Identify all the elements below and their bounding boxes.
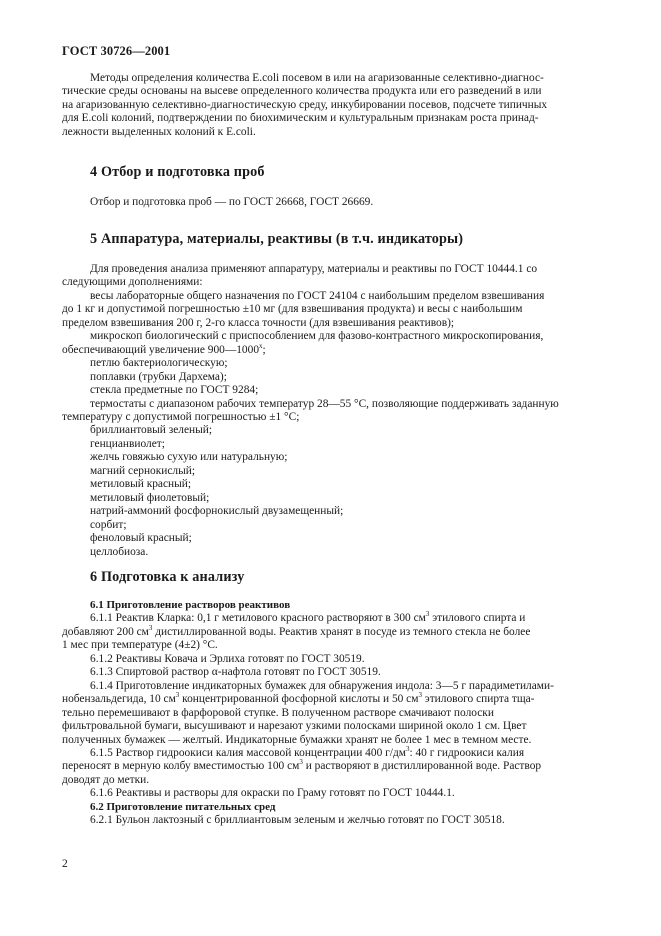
- subsection-6-2-heading: 6.2 Приготовление питательных сред: [90, 800, 276, 813]
- document-code-header: ГОСТ 30726—2001: [62, 44, 171, 58]
- text-line: термостаты с диапазоном рабочих температур 28—55 °С, позволяющие поддерживать заданную: [90, 397, 559, 410]
- text-line: тельно перемешивают в фарфоровой ступке. В полученном растворе смачивают полоски: [62, 706, 494, 719]
- text-line: 6.1.5 Раствор гидроокиси калия массовой концентрации 400 $г/дм^3$: 40 г гидроокиси калия: [90, 745, 525, 759]
- list-item: петлю бактериологическую;: [90, 357, 228, 370]
- text-line: тические среды основаны на высеве определенного количества продукта или его разведений в или: [62, 85, 542, 98]
- list-item: натрий-аммоний фосфорнокислый двузамещенный;: [90, 505, 344, 518]
- text-line: обеспечивающий увеличение 900—1000$^x$;: [62, 341, 266, 356]
- list-item: поплавки (трубки Дархема);: [90, 370, 227, 383]
- text-line: переносят в мерную колбу вместимостью 100 $см^3$ и растворяют в дистиллированной воде. Раствор: [62, 758, 542, 773]
- section-6-body: [62, 599, 599, 828]
- text-line: пределом взвешивания 200 г, 2-го класса точности (для взвешивания реактивов);: [62, 316, 455, 329]
- text-line: 6.1.6 Реактивы и растворы для окраски по Граму готовят по ГОСТ 10444.1.: [90, 787, 455, 800]
- section-4-heading: 4 Отбор и подготовка проб: [90, 164, 265, 180]
- section-5-body: [62, 263, 599, 559]
- text-line: 6.1.3 Спиртовой раствор α-нафтола готовят по ГОСТ 30519.: [90, 666, 381, 679]
- section-5-heading: 5 Аппаратура, материалы, реактивы (в т.ч. индикаторы): [90, 231, 464, 247]
- text-line: температуру с допустимой погрешностью ±1 °С;: [62, 410, 300, 423]
- text-line: на агаризованную селективно-диагностическую среду, инкубировании посевов, подсчете типичных: [62, 98, 548, 111]
- text-line: 6.2.1 Бульон лактозный с бриллиантовым зеленым и желчью готовят по ГОСТ 30518.: [90, 814, 505, 827]
- list-item: сорбит;: [90, 518, 127, 531]
- page-number: 2: [62, 858, 68, 870]
- text-line: до 1 кг и допустимой погрешностью ±10 мг (для взвешивания продукта) и весы с наибольшим: [62, 303, 523, 316]
- text-line: следующими дополнениями:: [62, 276, 203, 289]
- list-item: метиловый фиолетовый;: [90, 491, 210, 504]
- list-item: магний сернокислый;: [90, 464, 196, 477]
- section-4-body: [62, 196, 599, 209]
- list-item: бриллиантовый зеленый;: [90, 424, 213, 437]
- text-line: микроскоп биологический с приспособлением для фазово-контрастного микроскопирования,: [90, 330, 544, 343]
- text-line: Для проведения анализа применяют аппаратуру, материалы и реактивы по ГОСТ 10444.1 со: [90, 263, 538, 275]
- text-line: 1 мес при температуре (4±2) °С.: [62, 639, 218, 652]
- list-item: генцианвиолет;: [90, 437, 165, 450]
- list-item: желчь говяжью сухую или натуральную;: [90, 451, 288, 464]
- text-line: Отбор и подготовка проб — по ГОСТ 26668, ГОСТ 26669.: [90, 196, 374, 208]
- section-6-heading: 6 Подготовка к анализу: [90, 569, 245, 585]
- text-line: для E.coli колоний, подтверждении по биохимическим и культуральным признакам роста принад-: [62, 112, 539, 125]
- text-line: 6.1.2 Реактивы Ковача и Эрлиха готовят по ГОСТ 30519.: [90, 652, 365, 665]
- subsection-6-1-heading: 6.1 Приготовление растворов реактивов: [90, 599, 291, 611]
- text-line: добавляют 200 $см^3$ дистиллированной воды. Реактив хранят в посуде из темного стекла не более: [62, 624, 531, 638]
- text-line: 6.1.1 Реактив Кларка: 0,1 г метилового красного растворяют в 300 $см^3$ этилового спирта и: [90, 610, 526, 625]
- list-item: целлобиоза.: [90, 545, 149, 558]
- text-line: нобензальдегида, 10 $см^3$ концентрированной фосфорной кислоты и 50 $см^3$ этилового спирта тща-: [62, 691, 535, 706]
- list-item: стекла предметные по ГОСТ 9284;: [90, 384, 259, 397]
- list-item: метиловый красный;: [90, 478, 192, 491]
- intro-paragraph: [62, 72, 599, 139]
- text-line: фильтровальной бумаги, высушивают и нарезают узкими полосками шириной около 1 см. Цвет: [62, 720, 527, 733]
- text-line: доводят до метки.: [62, 773, 150, 786]
- text-line: полученных бумажек — желтый. Индикаторные бумажки хранят не более 1 мес в темном месте.: [62, 733, 532, 746]
- text-line: Методы определения количества E.coli посевом в или на агаризованные селективно-диагнос-: [90, 72, 544, 84]
- text-line: лежности выделенных колоний к E.coli.: [62, 125, 256, 138]
- list-item: феноловый красный;: [90, 532, 192, 545]
- text-line: весы лабораторные общего назначения по ГОСТ 24104 с наибольшим пределом взвешивания: [90, 289, 545, 302]
- text-line: 6.1.4 Приготовление индикаторных бумажек для обнаружения индола: 3—5 г парадиметилами-: [90, 679, 554, 692]
